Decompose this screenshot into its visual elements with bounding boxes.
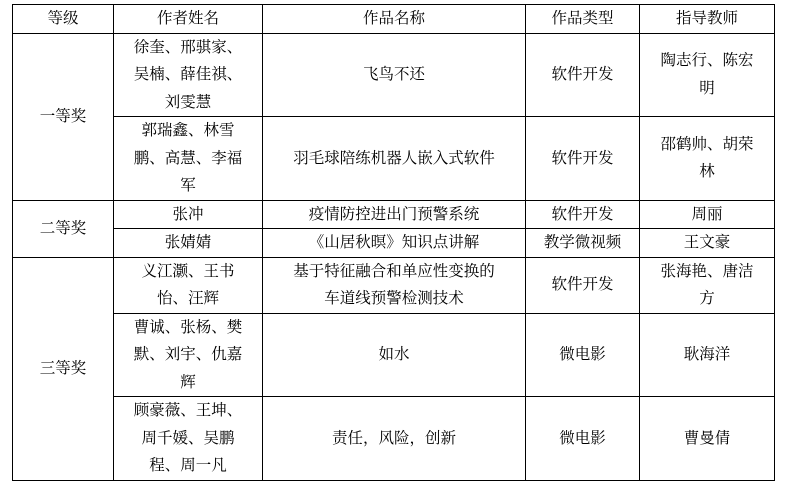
work-title-cell: 《山居秋暝》知识点讲解 [263,229,526,258]
authors-cell: 徐奎、邢骐家、 吴楠、薛佳祺、 刘雯慧 [114,33,263,117]
awards-table [12,4,775,481]
authors-cell: 张冲 [114,200,263,229]
work-type-cell: 软件开发 [526,33,640,117]
award-level-cell: 一等奖 [13,33,114,200]
advisor-cell: 王文豪 [640,229,775,258]
advisor-cell: 邵鹤帅、胡荣 林 [640,117,775,201]
work-title-cell: 如水 [263,313,526,397]
authors-cell: 顾豪薇、王坤、 周千媛、吴鹏 程、周一凡 [114,397,263,481]
table-row [13,200,775,229]
authors-cell: 曹诚、张杨、樊 默、刘宇、仇嘉 辉 [114,313,263,397]
table-row [13,313,775,397]
advisor-cell: 周丽 [640,200,775,229]
advisor-cell: 曹曼倩 [640,397,775,481]
award-level-cell: 三等奖 [13,257,114,480]
authors-cell: 郭瑞鑫、林雪 鹏、高慧、李福 军 [114,117,263,201]
work-title-cell: 飞鸟不还 [263,33,526,117]
work-type-cell: 软件开发 [526,257,640,313]
advisor-cell: 陶志行、陈宏 明 [640,33,775,117]
award-level-cell: 二等奖 [13,200,114,257]
work-type-cell: 微电影 [526,397,640,481]
header-advisor: 指导教师 [640,5,775,34]
work-type-cell: 软件开发 [526,200,640,229]
authors-cell: 义江灏、王书 怡、汪辉 [114,257,263,313]
work-title-cell: 责任，风险，创新 [263,397,526,481]
advisor-cell: 张海艳、唐洁 方 [640,257,775,313]
work-type-cell: 软件开发 [526,117,640,201]
authors-cell: 张婧婧 [114,229,263,258]
work-type-cell: 微电影 [526,313,640,397]
header-title: 作品名称 [263,5,526,34]
header-authors: 作者姓名 [114,5,263,34]
work-type-cell: 教学微视频 [526,229,640,258]
table-row [13,117,775,201]
table-row [13,257,775,313]
work-title-cell: 疫情防控进出门预警系统 [263,200,526,229]
header-type: 作品类型 [526,5,640,34]
work-title-cell: 基于特征融合和单应性变换的 车道线预警检测技术 [263,257,526,313]
table-row [13,397,775,481]
header-level: 等级 [13,5,114,34]
header-row [13,5,775,34]
table-row [13,229,775,258]
table-row [13,33,775,117]
work-title-cell: 羽毛球陪练机器人嵌入式软件 [263,117,526,201]
advisor-cell: 耿海洋 [640,313,775,397]
